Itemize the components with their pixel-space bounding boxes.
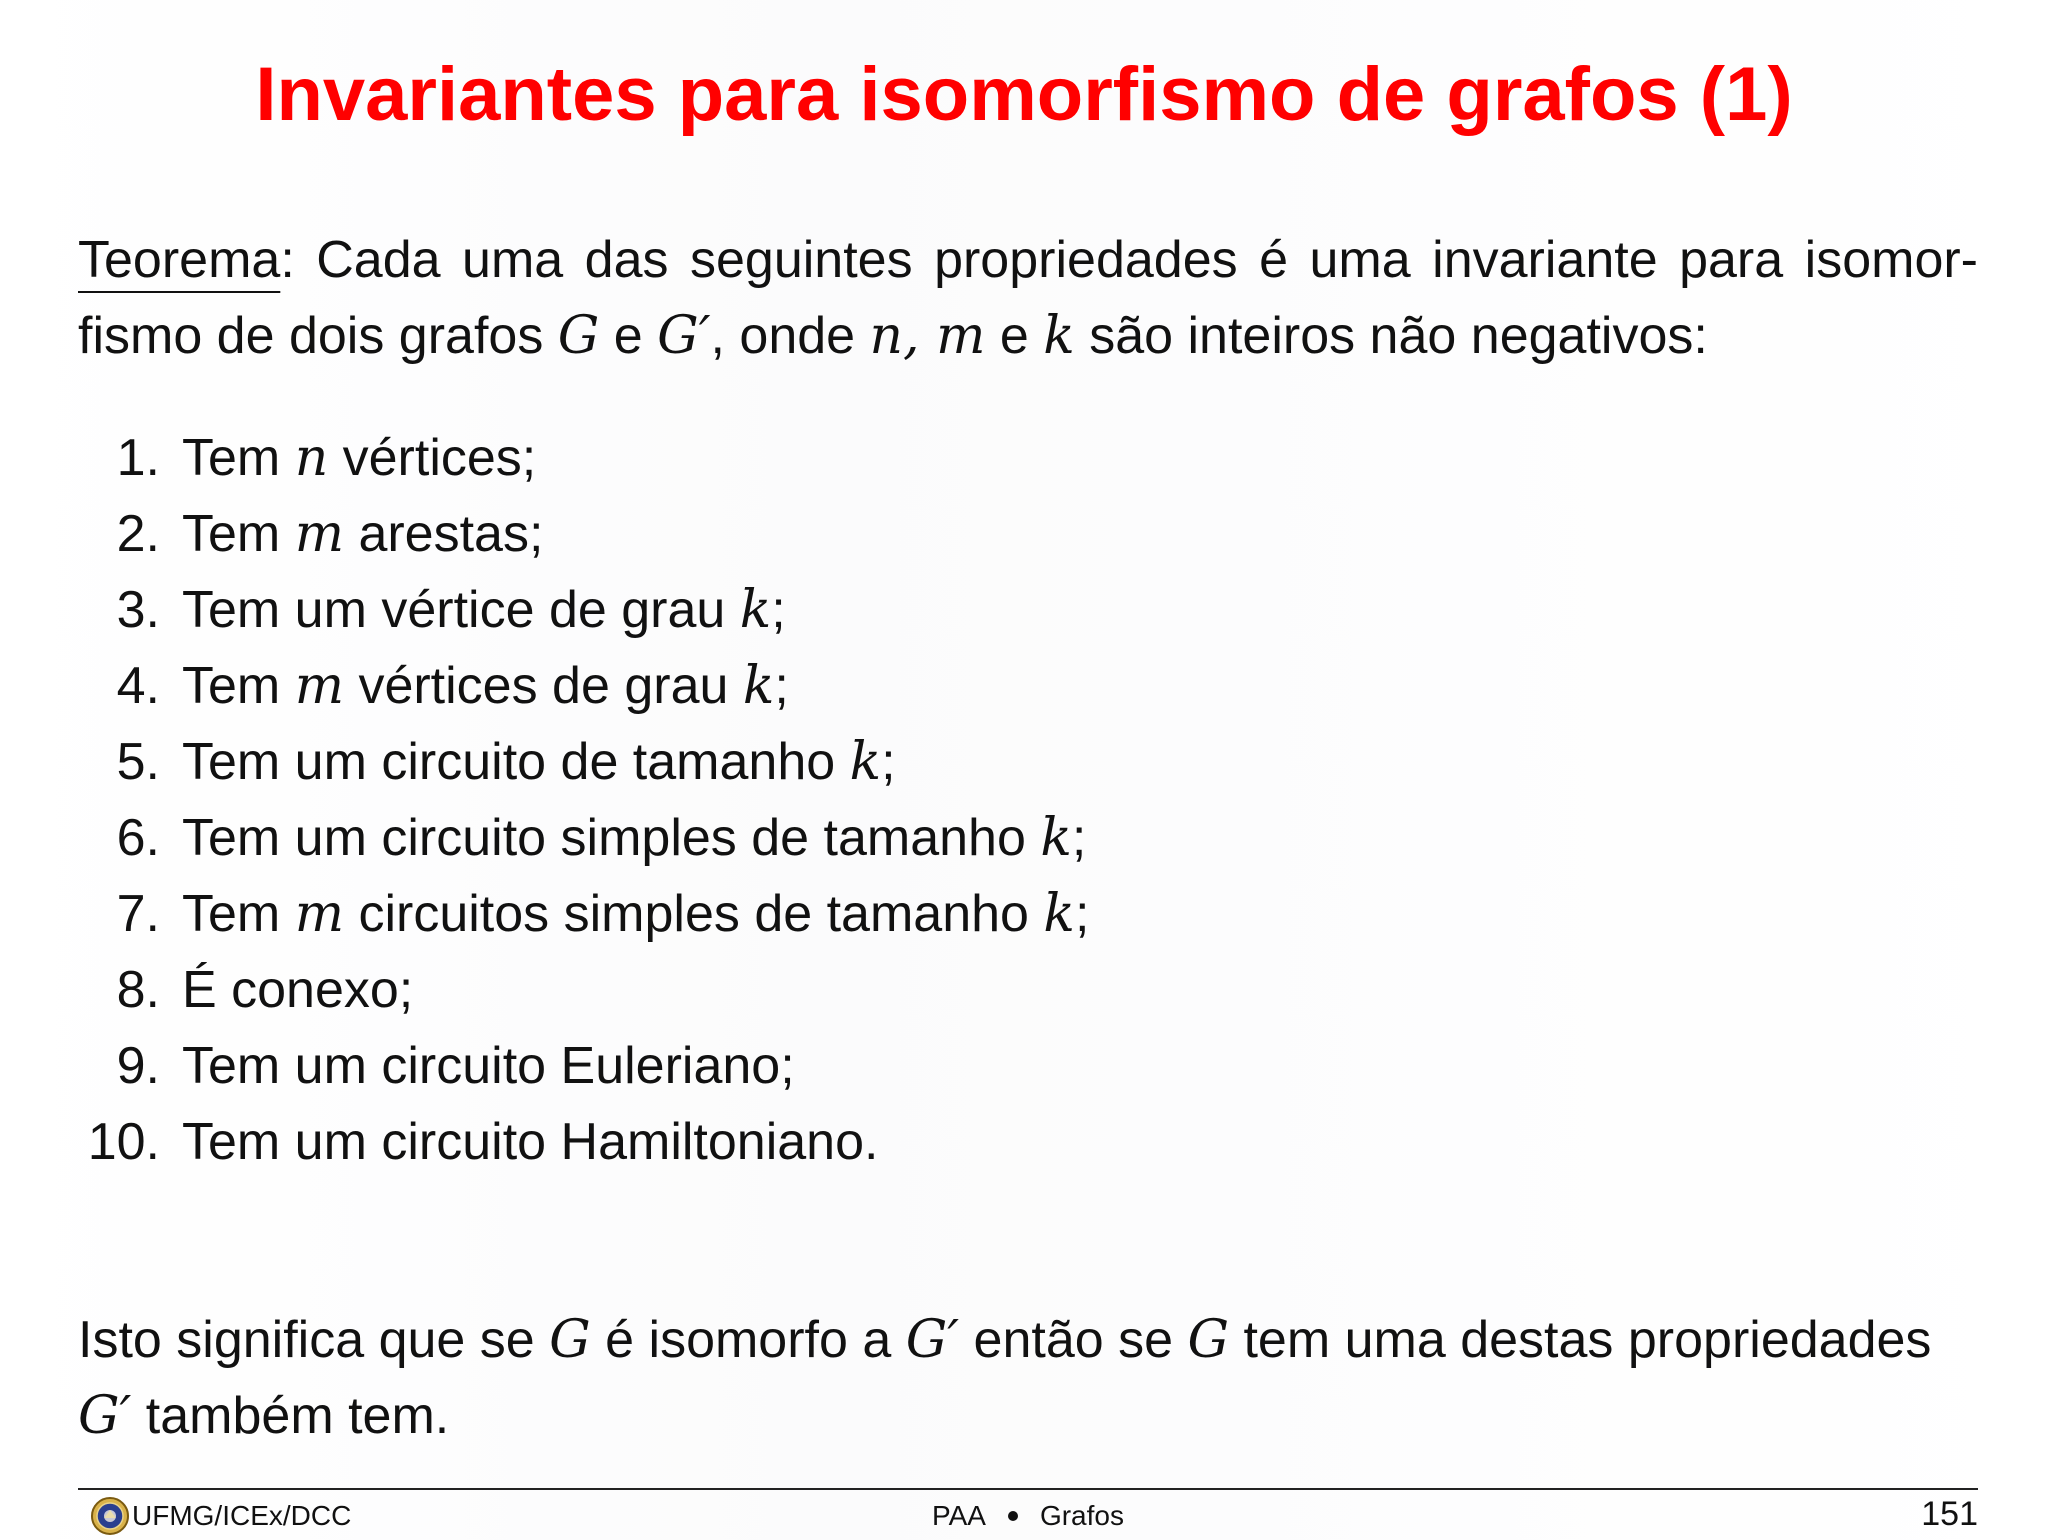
list-text: Tem bbox=[182, 657, 295, 715]
list-text: ; bbox=[881, 733, 896, 791]
list-text: É conexo; bbox=[182, 961, 414, 1019]
list-text: Tem um vértice de grau bbox=[182, 581, 740, 639]
bullet-icon bbox=[1008, 1511, 1018, 1521]
list-text: Tem bbox=[182, 505, 295, 563]
conclusion-text: é isomorfo a bbox=[590, 1311, 906, 1369]
theorem-label: Teorema bbox=[78, 231, 281, 289]
list-number: 4. bbox=[116, 657, 160, 715]
math-var: m bbox=[294, 656, 344, 716]
list-text: Tem um circuito Hamiltoniano. bbox=[182, 1113, 879, 1171]
list-item bbox=[78, 952, 1089, 1028]
list-number: 8. bbox=[116, 961, 160, 1019]
math-k: k bbox=[1043, 306, 1075, 366]
list-text: Tem bbox=[182, 429, 295, 487]
list-text: ; bbox=[1071, 809, 1087, 867]
list-item bbox=[78, 724, 1089, 800]
math-n-m: n, m bbox=[869, 306, 986, 366]
page-number: 151 bbox=[1921, 1495, 1978, 1533]
math-G: G bbox=[1187, 1310, 1230, 1370]
theorem-paragraph bbox=[78, 222, 1978, 374]
list-number: 1. bbox=[116, 429, 160, 487]
list-number: 10. bbox=[87, 1113, 160, 1171]
list-item bbox=[78, 420, 1089, 496]
list-text: circuitos simples de tamanho bbox=[344, 885, 1044, 943]
theorem-text-1: : Cada uma das seguintes propriedades é uma invariante para isomor-fismo de dois grafos bbox=[78, 231, 1978, 365]
math-var: k bbox=[1043, 884, 1075, 944]
slide-title: Invariantes para isomorfismo de grafos (1) bbox=[255, 52, 1793, 137]
list-item bbox=[78, 800, 1089, 876]
math-G: G bbox=[557, 306, 600, 366]
footer-course: PAA bbox=[932, 1500, 986, 1531]
list-text: vértices de grau bbox=[344, 657, 743, 715]
list-text: ; bbox=[1074, 885, 1090, 943]
conclusion-text: então se bbox=[959, 1311, 1188, 1369]
theorem-text-3: são inteiros não negativos: bbox=[1074, 307, 1708, 365]
math-var: k bbox=[742, 656, 775, 716]
list-number: 6. bbox=[116, 809, 160, 867]
theorem-conj-1: e bbox=[599, 307, 658, 365]
footer-divider bbox=[78, 1488, 1978, 1490]
list-item bbox=[78, 496, 1089, 572]
conclusion-paragraph bbox=[78, 1302, 1978, 1454]
math-G-prime: G′ bbox=[905, 1310, 960, 1370]
math-var: k bbox=[849, 732, 882, 792]
math-var: m bbox=[294, 884, 344, 944]
footer-center bbox=[78, 1496, 1978, 1536]
conclusion-text: Isto significa que se bbox=[78, 1311, 550, 1369]
list-text: Tem um circuito simples de tamanho bbox=[182, 809, 1041, 867]
conclusion-text: tem uma destas propriedades bbox=[1229, 1311, 1932, 1369]
list-item bbox=[78, 1104, 1089, 1180]
list-text: Tem bbox=[182, 885, 295, 943]
math-var: n bbox=[294, 428, 329, 488]
list-number: 2. bbox=[116, 505, 160, 563]
list-item bbox=[78, 648, 1089, 724]
list-text: arestas; bbox=[344, 505, 544, 563]
math-G: G bbox=[549, 1310, 591, 1370]
list-text: Tem um circuito de tamanho bbox=[182, 733, 850, 791]
list-text: ; bbox=[774, 657, 789, 715]
list-number: 5. bbox=[116, 733, 160, 791]
list-number: 9. bbox=[116, 1037, 160, 1095]
math-var: k bbox=[1040, 808, 1072, 868]
footer-institution: UFMG/ICEx/DCC bbox=[132, 1500, 352, 1531]
math-G-prime: G′ bbox=[657, 306, 711, 366]
invariants-list bbox=[78, 420, 1089, 1180]
footer-topic: Grafos bbox=[1039, 1500, 1124, 1531]
math-G-prime: G′ bbox=[78, 1386, 132, 1446]
list-number: 7. bbox=[116, 885, 160, 943]
list-item bbox=[78, 1028, 1089, 1104]
conclusion-text: também tem. bbox=[131, 1387, 450, 1445]
list-item bbox=[78, 876, 1089, 952]
math-var: k bbox=[739, 580, 772, 640]
theorem-text-2: , onde bbox=[710, 307, 870, 365]
footer bbox=[78, 1494, 1978, 1540]
math-var: m bbox=[294, 504, 344, 564]
list-number: 3. bbox=[116, 581, 160, 639]
list-item bbox=[78, 572, 1089, 648]
list-text: Tem um circuito Euleriano; bbox=[182, 1037, 795, 1095]
list-text: ; bbox=[771, 581, 786, 639]
list-text: vértices; bbox=[328, 429, 537, 487]
theorem-conj-2: e bbox=[985, 307, 1044, 365]
